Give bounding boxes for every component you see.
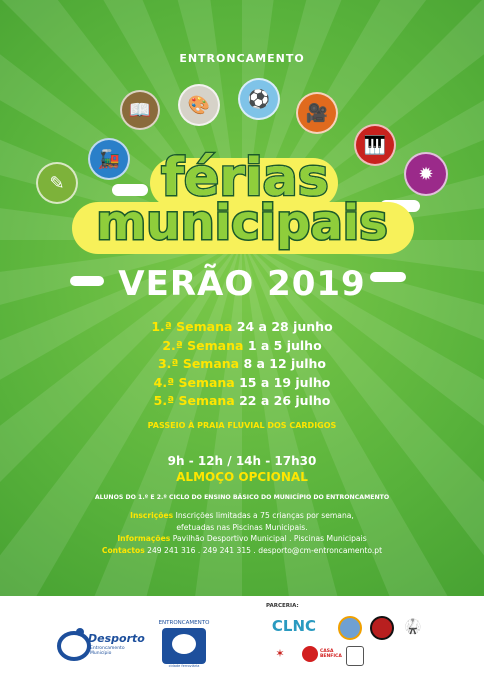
desporto-logo	[56, 620, 145, 666]
desporto-logo-text: Desporto	[88, 632, 145, 645]
eligibility-note: ALUNOS DO 1.º E 2.º CICLO DO ENSINO BÁSICO DO MUNICÍPIO DO ENTRONCAMENTO	[94, 494, 390, 501]
karate-logo: 🥋	[404, 619, 422, 635]
paint-splash-icon: ✹	[404, 152, 448, 196]
week-item: 3.ª Semana 8 a 12 julho	[157, 356, 327, 371]
title-line1: férias	[161, 148, 329, 208]
camera-icon: 🎥	[296, 92, 338, 134]
soccer-ball-icon: ⚽	[238, 78, 280, 120]
palette-icon: 🎨	[178, 84, 220, 126]
excursion-note: PASSEIO À PRAIA FLUVIAL DOS CARDIGOS	[147, 421, 337, 430]
city-header: ENTRONCAMENTO	[179, 52, 305, 65]
weeks-list	[0, 318, 484, 411]
desporto-logo-sub: Entroncamento Município	[90, 646, 125, 656]
clnc-logo	[266, 614, 322, 638]
lunch-note: ALMOÇO OPCIONAL	[176, 470, 308, 484]
entroncamento-logo	[156, 620, 212, 670]
casa-benfica-logo	[302, 644, 342, 664]
week-item: 2.ª Semana 1 a 5 julho	[162, 337, 322, 353]
chalk-icon: ✎	[36, 162, 78, 204]
title-line2: municipais	[96, 195, 388, 251]
casa-benfica-text: CASA BENFICA	[320, 649, 342, 659]
partner-badge	[338, 616, 362, 640]
piano-icon: 🎹	[354, 124, 396, 166]
train-icon: 🚂	[88, 138, 130, 180]
partner-badge	[346, 646, 364, 666]
partner-badge	[370, 616, 394, 640]
week-item: 1.ª Semana 24 a 28 junho	[151, 319, 333, 334]
partner-badge: ✶	[275, 646, 285, 660]
subtitle: VERÃO 2019	[118, 264, 366, 304]
week-item: 4.ª Semana 15 a 19 julho	[153, 374, 331, 390]
book-icon: 📖	[120, 90, 160, 130]
entroncamento-logo-sub: cidade ferroviária	[168, 664, 200, 668]
entroncamento-logo-text: ENTRONCAMENTO	[158, 620, 210, 626]
partners-label: PARCERIA:	[266, 603, 299, 609]
entroncamento-logo-mark	[162, 628, 206, 664]
schedule: 9h - 12h / 14h - 17h30	[167, 454, 317, 468]
info-block: Inscrições Inscrições limitadas a 75 crianças por semana, efetuadas nas Piscinas Municipais. Informações Pavilhão Desportivo Municipal . Piscinas Municipais Contactos 249 241 316 . 249 241 315 . desporto@cm-entroncamento.pt	[101, 511, 383, 555]
week-item: 5.ª Semana 22 a 26 julho	[153, 393, 331, 408]
clnc-logo-text: CLNC	[271, 617, 317, 635]
